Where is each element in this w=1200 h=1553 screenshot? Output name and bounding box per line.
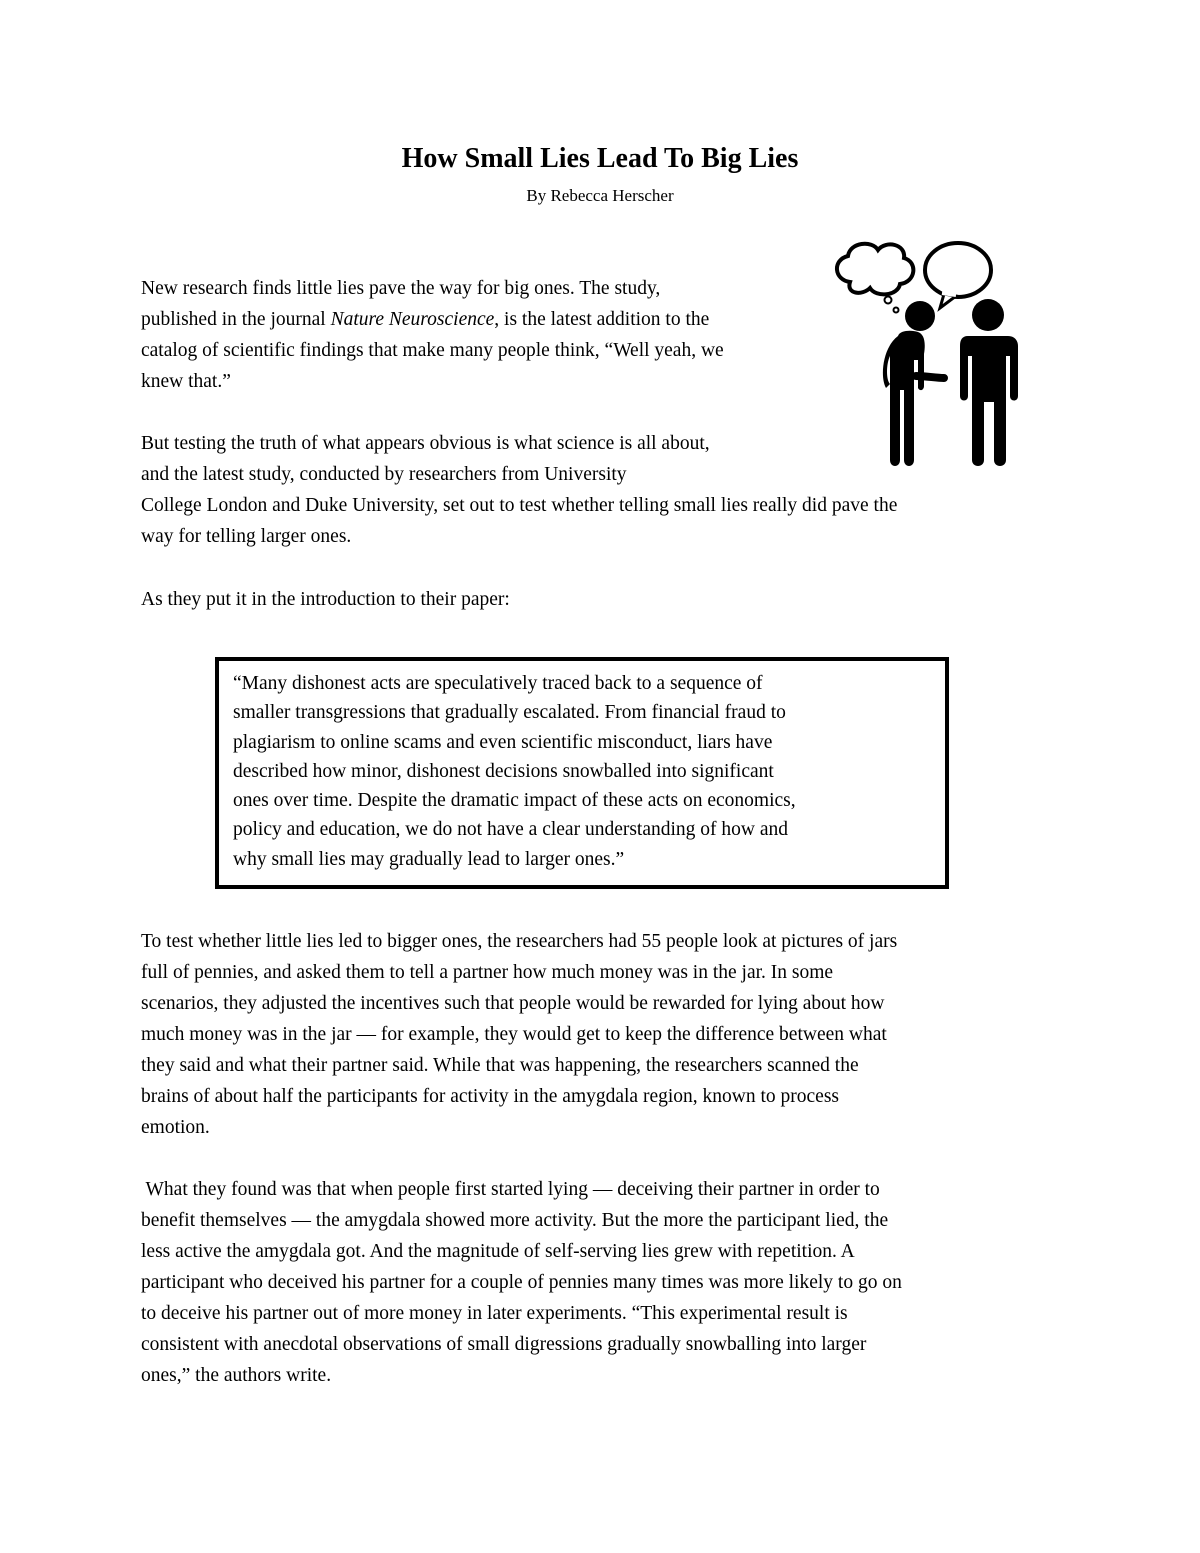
paragraph-line: As they put it in the introduction to their paper:	[141, 589, 510, 610]
quote-line: smaller transgressions that gradually escalated. From financial fraud to	[233, 702, 786, 724]
paragraph	[141, 926, 897, 1143]
paragraph-line: emotion.	[141, 1117, 210, 1138]
quote-text	[233, 669, 796, 874]
paragraph-line: full of pennies, and asked them to tell a partner how much money was in the jar. In some	[141, 962, 834, 983]
journal-name: Nature Neuroscience	[330, 309, 495, 330]
article-title: How Small Lies Lead To Big Lies	[401, 143, 799, 174]
paragraph-line: published in the journal Nature Neuroscience, is the latest addition to the	[141, 309, 710, 330]
paragraph-line: and the latest study, conducted by researchers from University	[141, 464, 627, 485]
quote-line: “Many dishonest acts are speculatively traced back to a sequence of	[233, 673, 763, 694]
paragraph-line: to deceive his partner out of more money in later experiments. “This experimental result is	[141, 1303, 848, 1324]
quote-line: described how minor, dishonest decisions snowballed into significant	[233, 760, 774, 782]
paragraph-line: scenarios, they adjusted the incentives such that people would be rewarded for lying about how	[141, 993, 885, 1014]
paragraph-line: they said and what their partner said. While that was happening, the researchers scanned the	[141, 1055, 859, 1076]
paragraph-line: knew that.”	[141, 371, 231, 392]
quote-box	[215, 657, 949, 889]
paragraph	[141, 1174, 902, 1391]
quote-line: plagiarism to online scams and even scientific misconduct, liars have	[233, 731, 773, 753]
paragraph	[141, 428, 897, 552]
paragraph-line: But testing the truth of what appears obvious is what science is all about,	[141, 433, 710, 454]
paragraph	[141, 584, 510, 615]
paragraph-line: New research finds little lies pave the way for big ones. The study,	[141, 278, 661, 299]
paragraph-line: College London and Duke University, set out to test whether telling small lies really did pave the	[141, 495, 898, 516]
article-byline: By Rebecca Herscher	[526, 186, 674, 205]
quote-line: policy and education, we do not have a clear understanding of how and	[233, 819, 789, 841]
paragraph-line: much money was in the jar — for example, they would get to keep the difference between what	[141, 1024, 887, 1045]
paragraph-line: participant who deceived his partner for a couple of pennies many times was more likely to go on	[141, 1272, 902, 1293]
quote-line: ones over time. Despite the dramatic impact of these acts on economics,	[233, 790, 796, 812]
paragraph-line: ones,” the authors write.	[141, 1365, 332, 1386]
paragraph-line: less active the amygdala got. And the magnitude of self-serving lies grew with repetition. A	[141, 1241, 855, 1262]
intro-paragraph	[141, 273, 724, 397]
paragraph-line: benefit themselves — the amygdala showed more activity. But the more the participant lied, the	[141, 1210, 889, 1231]
paragraph-line: brains of about half the participants for activity in the amygdala region, known to process	[141, 1086, 840, 1107]
paragraph-line: To test whether little lies led to bigger ones, the researchers had 55 people look at pictures of jars	[141, 931, 898, 952]
paragraph-line: catalog of scientific findings that make many people think, “Well yeah, we	[141, 340, 724, 361]
paragraph-line: way for telling larger ones.	[141, 526, 352, 547]
paragraph-line: What they found was that when people first started lying — deceiving their partner in order to	[141, 1179, 880, 1200]
quote-line: why small lies may gradually lead to larger ones.”	[233, 848, 625, 870]
paragraph-line: consistent with anecdotal observations of small digressions gradually snowballing into larger	[141, 1334, 867, 1355]
